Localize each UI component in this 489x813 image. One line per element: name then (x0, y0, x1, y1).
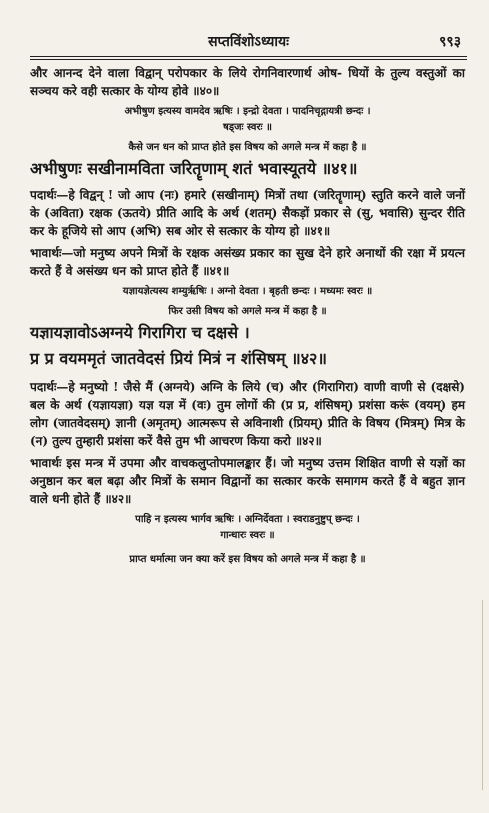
mantra-41-bhavartha: भावार्थः—जो मनुष्य अपने मित्रों के रक्षक असंख्य प्रकार का सुख देने हारे अनाथों की रक्षा में प्रयत्न करते हैं वे असंख्य धन को प्राप्त होते हैं ॥४१॥ (30, 246, 465, 278)
header-divider (30, 59, 467, 60)
mantra-43-intro: प्राप्त धर्मात्मा जन क्या करें इस विषय को अगले मन्त्र में कहा है ॥ (129, 554, 366, 565)
mantra-41-padartha: पदार्थः—हे विद्वन् ! जो आप (नः) हमारे (सखीनाम्) मित्रों तथा (जरितॄणाम्) स्तुति करने वाले जनों के (अविता) रक्षक (ऊतये) प्रीति आदि के अर्थ (शतम्) सैकड़ों प्रकार से (सु, भवासि) सुन्दर रीति कर के हूजिये सो आप (अभि) सब ओर से सत्कार के योग्य हो ॥४१॥ (30, 188, 465, 238)
mantra-41-svara: षड्जः स्वरः ॥ (222, 122, 273, 133)
mantra-42-padartha: पदार्थः—हे मनुष्यो ! जैसे मैं (अग्नये) अग्नि के लिये (च) और (गिरागिरा) वाणी वाणी से (दक्षसे) बल के अर्थ (यज्ञायज्ञा) यज्ञ यज्ञ में (वः) तुम लोगों की (प्र प्र, शंसिषम्) प्रशंसा करूं (वयम्) हम लोग (जातवेदसम्) ज्ञानी (अमृतम्) आत्मरूप से अविनाशी (प्रियम्) प्रीति के विषय (मित्रम्) मित्र के (न) तुल्य तुम्हारी प्रशंसा करें वैसे तुम भी आचरण किया करो ॥४२॥ (30, 380, 465, 448)
page-body (30, 64, 465, 568)
chapter-title: सप्तविंशोऽध्यायः (208, 34, 289, 50)
mantra-41-intro: कैसे जन धन को प्राप्त होते इस विषय को अगले मन्त्र में कहा है ॥ (128, 142, 367, 153)
page-header (30, 30, 467, 57)
mantra-41-meta: अभीषुण इत्यस्य वामदेव ऋषिः । इन्द्रो देवता । पादनिचृद्गायत्री छन्दः । (124, 106, 371, 117)
mantra-42-meta: यज्ञायज्ञेत्यस्य शम्युर्ऋषिः । अग्नो देवता । बृहती छन्दः । मध्यमः स्वरः ॥ (122, 286, 373, 297)
mantra-42-bhavartha: भावार्थः इस मन्त्र में उपमा और वाचकलुप्तोपमालङ्कार हैं। जो मनुष्य उत्तम शिक्षित वाणी से यज्ञों का अनुष्ठान कर बल बढ़ा और मित्रों के समान विद्वानों का सत्कार करके समागम करते हैं वे बहुत ज्ञान वाले धनी होते हैं ॥४२॥ (30, 456, 465, 506)
page-edge-shadow (482, 600, 483, 790)
mantra-43-svara: गान्धारः स्वरः ॥ (220, 530, 275, 541)
mantra-43-meta: पाहि न इत्यस्य भार्गव ऋषिः । अग्निर्देवता । स्वराडनुष्टुप् छन्दः । (135, 514, 360, 525)
mantra-41-text: अभीषुणः सखीनामविता जरितॄणाम् शतं भवास्यूतये ॥४१॥ (30, 159, 358, 178)
page-number: ९९३ (439, 34, 461, 50)
mantra-42-line-2: प्र प्र वयममृतं जातवेदसं प्रियं मित्रं न शंसिषम् ॥४२॥ (30, 349, 327, 368)
mantra-42-line-1: यज्ञायज्ञावोऽअग्नये गिरागिरा च दक्षसे । (30, 323, 250, 342)
mantra-42-intro: फिर उसी विषय को अगले मन्त्र में कहा है ॥ (168, 306, 327, 317)
paragraph-40-end: और आनन्द देने वाला विद्वान् परोपकार के लिये रोगनिवारणार्थ ओष- धियों के तुल्य वस्तुओं का सञ्चय करे वही सत्कार के योग्य होवे ॥४०॥ (30, 66, 465, 98)
